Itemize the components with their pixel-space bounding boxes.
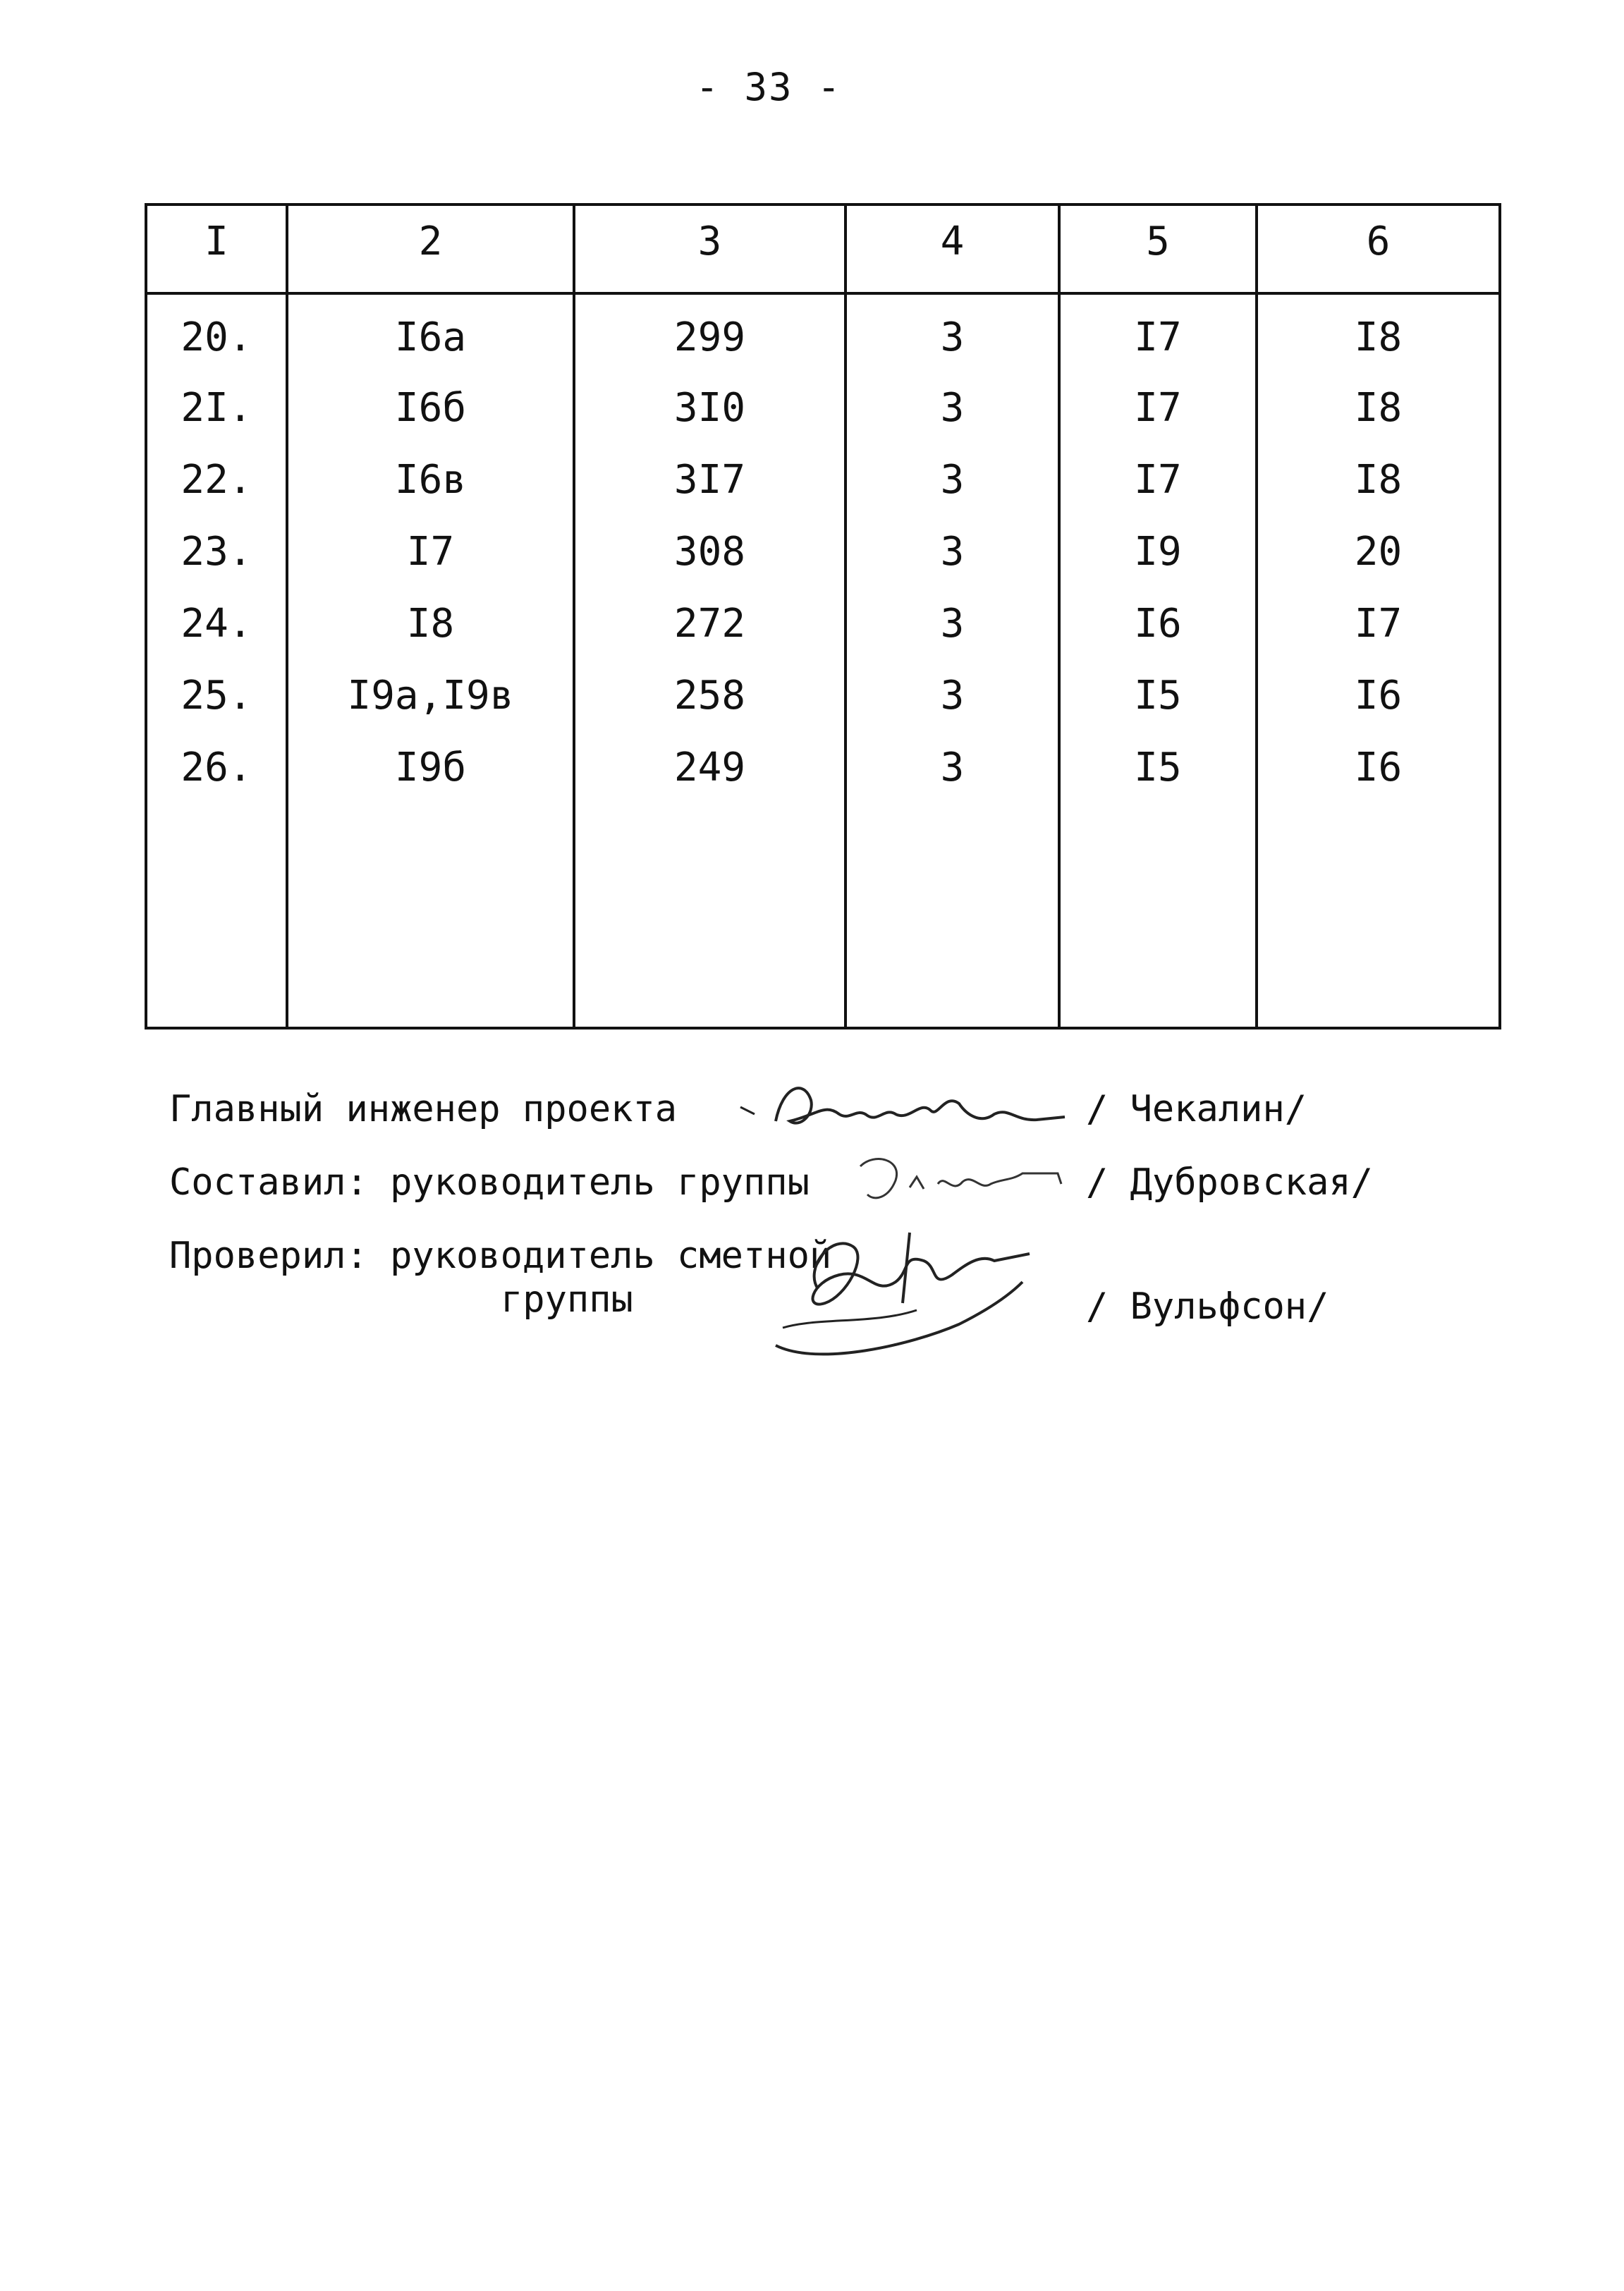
table-row — [146, 601, 1500, 673]
table-cell: I5 — [1059, 673, 1257, 745]
table-row — [146, 529, 1500, 601]
column-header: I — [146, 204, 287, 293]
table-cell: I8 — [287, 601, 574, 673]
table-cell: I6 — [1059, 601, 1257, 673]
table-cell: 3 — [845, 293, 1059, 385]
table-cell: 3I7 — [574, 457, 845, 529]
table-cell: 25. — [146, 673, 287, 745]
table-cell: I6 — [1257, 673, 1500, 745]
table-row — [146, 457, 1500, 529]
table-cell: 3 — [845, 673, 1059, 745]
data-table-container — [145, 203, 1498, 1030]
table-cell: I5 — [1059, 745, 1257, 817]
table-cell: 22. — [146, 457, 287, 529]
table-cell: 20. — [146, 293, 287, 385]
table-cell: I6б — [287, 385, 574, 457]
table-row — [146, 673, 1500, 745]
table-cell: 299 — [574, 293, 845, 385]
signature-name: / Дубровская/ — [1086, 1161, 1373, 1204]
table-cell: I6 — [1257, 745, 1500, 817]
signature-label: Проверил: руководитель сметной — [169, 1235, 832, 1277]
table-cell: 3 — [845, 529, 1059, 601]
table-cell: 308 — [574, 529, 845, 601]
table-cell-empty — [1257, 817, 1500, 1028]
table-cell: 23. — [146, 529, 287, 601]
table-cell: I7 — [1059, 457, 1257, 529]
signature-mark-chekalin — [733, 1072, 1072, 1149]
table-cell-empty — [845, 817, 1059, 1028]
signature-label-line2: группы — [501, 1278, 633, 1321]
table-cell: I8 — [1257, 385, 1500, 457]
column-header: 5 — [1059, 204, 1257, 293]
signature-name: / Чекалин/ — [1086, 1088, 1307, 1130]
table-cell: I9a,I9в — [287, 673, 574, 745]
column-header: 6 — [1257, 204, 1500, 293]
table-row — [146, 745, 1500, 817]
table-cell: 3 — [845, 601, 1059, 673]
table-cell: 3 — [845, 457, 1059, 529]
table-cell-empty — [574, 817, 845, 1028]
signature-row-checked-by — [169, 1233, 1439, 1374]
table-cell: 3 — [845, 385, 1059, 457]
table-cell-empty — [287, 817, 574, 1028]
column-header: 4 — [845, 204, 1059, 293]
table-cell: I8 — [1257, 457, 1500, 529]
column-header: 2 — [287, 204, 574, 293]
table-cell: 2I. — [146, 385, 287, 457]
table-row — [146, 385, 1500, 457]
table-cell: I9б — [287, 745, 574, 817]
table-row — [146, 293, 1500, 385]
table-header-row — [146, 204, 1500, 293]
table-cell: I7 — [1059, 293, 1257, 385]
table-cell: I6в — [287, 457, 574, 529]
signature-row-chief-engineer — [169, 1086, 1439, 1159]
page-number: - 33 - — [695, 65, 842, 109]
table-cell: I7 — [287, 529, 574, 601]
table-cell: 24. — [146, 601, 287, 673]
table-cell: 3 — [845, 745, 1059, 817]
table-cell-empty — [146, 817, 287, 1028]
table-cell: 3I0 — [574, 385, 845, 457]
table-cell: I7 — [1059, 385, 1257, 457]
signature-name: / Вульфсон/ — [1086, 1285, 1329, 1328]
column-header: 3 — [574, 204, 845, 293]
data-table — [145, 203, 1501, 1030]
table-cell: I7 — [1257, 601, 1500, 673]
table-filler-row — [146, 817, 1500, 1028]
signature-label: Составил: руководитель группы — [169, 1161, 810, 1204]
table-cell: I8 — [1257, 293, 1500, 385]
table-cell: 249 — [574, 745, 845, 817]
table-cell: 272 — [574, 601, 845, 673]
table-cell: I6a — [287, 293, 574, 385]
table-cell: 258 — [574, 673, 845, 745]
signature-label: Главный инженер проекта — [169, 1088, 678, 1130]
signature-block — [169, 1086, 1439, 1374]
table-cell: 20 — [1257, 529, 1500, 601]
table-cell-empty — [1059, 817, 1257, 1028]
table-cell: I9 — [1059, 529, 1257, 601]
signature-mark-vulfson — [733, 1204, 1072, 1374]
table-cell: 26. — [146, 745, 287, 817]
